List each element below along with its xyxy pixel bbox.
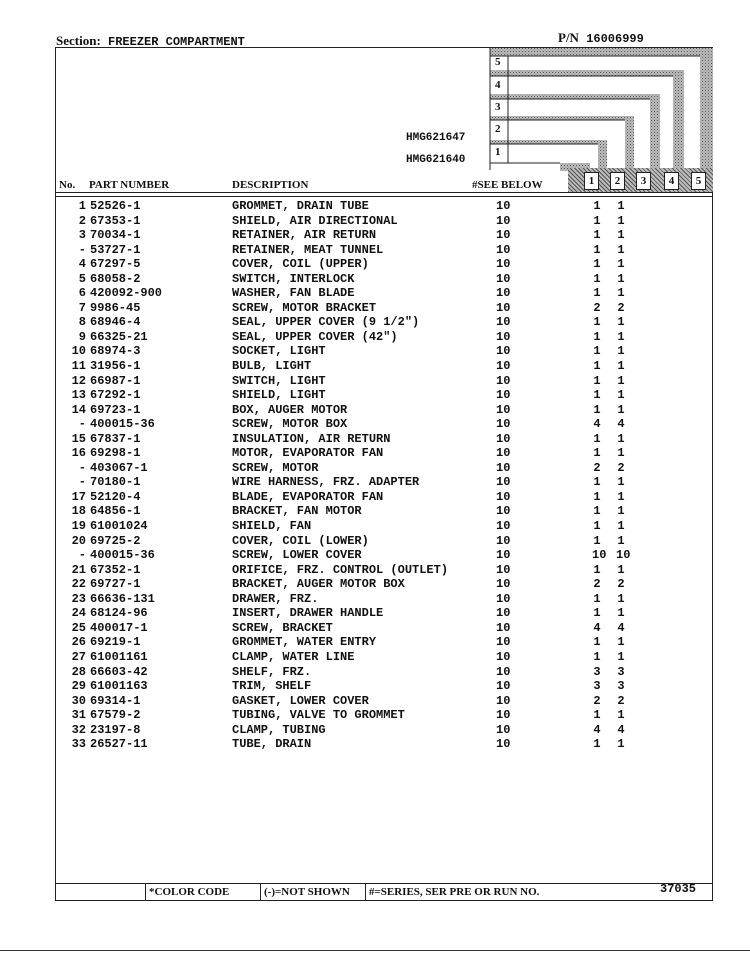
part-description: SWITCH, INTERLOCK	[232, 271, 355, 286]
part-number: 70034-1	[90, 228, 141, 243]
table-row	[56, 592, 696, 607]
quantity-column-1: 2	[593, 693, 601, 708]
series-number: 10	[496, 286, 511, 301]
quantity-column-1: 1	[593, 635, 601, 650]
table-row	[56, 534, 696, 549]
row-number: 2	[78, 213, 86, 228]
table-row	[56, 403, 696, 418]
quantity-column-1: 1	[593, 475, 601, 490]
series-number: 10	[496, 606, 511, 621]
quantity-column-1: 1	[593, 228, 601, 243]
series-number: 10	[496, 402, 511, 417]
table-row	[56, 214, 696, 229]
row-number: 12	[71, 373, 86, 388]
table-row	[56, 446, 696, 461]
table-row	[56, 272, 696, 287]
series-number: 10	[496, 460, 511, 475]
part-number: 67353-1	[90, 213, 141, 228]
part-description: TRIM, SHELF	[232, 679, 312, 694]
series-number: 10	[496, 242, 511, 257]
quantity-column-2: 1	[617, 606, 625, 621]
series-number: 10	[496, 693, 511, 708]
row-number: 19	[71, 519, 86, 534]
part-description: BOX, AUGER MOTOR	[232, 402, 348, 417]
series-number: 10	[496, 388, 511, 403]
series-number: 10	[496, 548, 511, 563]
table-row	[56, 504, 696, 519]
table-row	[56, 228, 696, 243]
series-number: 10	[496, 446, 511, 461]
quantity-column-2: 2	[617, 300, 625, 315]
series-number: 10	[496, 664, 511, 679]
part-description: SHELF, FRZ.	[232, 664, 312, 679]
quantity-column-2: 1	[617, 737, 625, 752]
part-number: 69723-1	[90, 402, 141, 417]
table-row	[56, 694, 696, 709]
table-row	[56, 374, 696, 389]
row-number: -	[78, 460, 86, 475]
table-row	[56, 432, 696, 447]
row-number: 9	[78, 329, 86, 344]
quantity-column-2: 1	[617, 475, 625, 490]
part-number: 9986-45	[90, 300, 141, 315]
quantity-column-1: 4	[593, 417, 601, 432]
quantity-column-2: 10	[616, 548, 631, 563]
quantity-column-1: 3	[593, 679, 601, 694]
table-row	[56, 301, 696, 316]
qty-column-3: 3	[636, 172, 651, 190]
quantity-column-2: 1	[617, 562, 625, 577]
table-row	[56, 315, 696, 330]
part-number: 69314-1	[90, 693, 141, 708]
series-number: 10	[496, 213, 511, 228]
quantity-column-1: 1	[593, 737, 601, 752]
footer-color-code: *COLOR CODE	[145, 884, 259, 900]
part-description: COVER, COIL (UPPER)	[232, 257, 369, 272]
table-row	[56, 650, 696, 665]
table-row	[56, 330, 696, 345]
pn-value: 16006999	[586, 32, 644, 46]
page-bottom-rule	[0, 950, 750, 951]
quantity-column-2: 1	[617, 519, 625, 534]
row-number: 20	[71, 533, 86, 548]
series-number: 10	[496, 620, 511, 635]
row-number: 24	[71, 606, 86, 621]
row-number: 7	[78, 300, 86, 315]
row-number: 15	[71, 431, 86, 446]
part-number: 67579-2	[90, 708, 141, 723]
part-description: SOCKET, LIGHT	[232, 344, 326, 359]
part-description: SHIELD, FAN	[232, 519, 312, 534]
quantity-column-1: 2	[593, 577, 601, 592]
part-description: INSERT, DRAWER HANDLE	[232, 606, 384, 621]
series-number: 10	[496, 373, 511, 388]
part-number: 400015-36	[90, 548, 155, 563]
quantity-column-1: 1	[593, 359, 601, 374]
part-number: 52120-4	[90, 489, 141, 504]
series-number: 10	[496, 591, 511, 606]
row-number: 13	[71, 388, 86, 403]
row-number: 3	[78, 228, 86, 243]
qty-column-5: 5	[691, 172, 706, 190]
part-description: RETAINER, AIR RETURN	[232, 228, 377, 243]
table-row	[56, 199, 696, 214]
quantity-column-2: 1	[617, 373, 625, 388]
table-row	[56, 606, 696, 621]
table-row	[56, 344, 696, 359]
table-row	[56, 635, 696, 650]
series-number: 10	[496, 708, 511, 723]
series-number: 10	[496, 257, 511, 272]
quantity-column-1: 1	[593, 402, 601, 417]
part-number: 31956-1	[90, 359, 141, 374]
row-number: 25	[71, 620, 86, 635]
series-number: 10	[496, 679, 511, 694]
quantity-column-2: 1	[617, 329, 625, 344]
part-description: WIRE HARNESS, FRZ. ADAPTER	[232, 475, 420, 490]
level-number-1: 1	[495, 146, 501, 158]
series-number: 10	[496, 649, 511, 664]
part-description: BRACKET, AUGER MOTOR BOX	[232, 577, 405, 592]
row-number: 23	[71, 591, 86, 606]
row-number: 18	[71, 504, 86, 519]
quantity-column-2: 1	[617, 431, 625, 446]
series-number: 10	[496, 199, 511, 213]
quantity-column-1: 1	[593, 199, 601, 213]
quantity-column-1: 1	[593, 562, 601, 577]
row-number: 26	[71, 635, 86, 650]
part-number: 53727-1	[90, 242, 141, 257]
part-number: 66636-131	[90, 591, 155, 606]
quantity-column-1: 1	[593, 533, 601, 548]
quantity-column-1: 1	[593, 373, 601, 388]
part-number: 69727-1	[90, 577, 141, 592]
part-number: 69298-1	[90, 446, 141, 461]
part-number: 52526-1	[90, 199, 141, 213]
quantity-column-2: 1	[617, 199, 625, 213]
table-row	[56, 679, 696, 694]
series-number: 10	[496, 359, 511, 374]
quantity-column-2: 1	[617, 315, 625, 330]
document-number: 37035	[660, 882, 697, 896]
series-number: 10	[496, 489, 511, 504]
table-row	[56, 359, 696, 374]
quantity-column-1: 1	[593, 242, 601, 257]
quantity-column-1: 1	[593, 431, 601, 446]
table-row	[56, 388, 696, 403]
row-number: 1	[78, 199, 86, 213]
part-description: CLAMP, WATER LINE	[232, 649, 355, 664]
model-number-2: HMG621640	[406, 154, 466, 166]
row-number: 8	[78, 315, 86, 330]
row-number: 22	[71, 577, 86, 592]
row-number: 6	[78, 286, 86, 301]
part-number: 66325-21	[90, 329, 148, 344]
row-number: 16	[71, 446, 86, 461]
part-number: 70180-1	[90, 475, 141, 490]
part-number: 69219-1	[90, 635, 141, 650]
row-number: 29	[71, 679, 86, 694]
quantity-column-2: 1	[617, 344, 625, 359]
quantity-column-2: 4	[617, 722, 625, 737]
quantity-column-1: 1	[593, 213, 601, 228]
quantity-column-1: 1	[593, 315, 601, 330]
series-number: 10	[496, 504, 511, 519]
column-header-no: No.	[59, 179, 76, 191]
part-description: SCREW, BRACKET	[232, 620, 333, 635]
part-description: GASKET, LOWER COVER	[232, 693, 369, 708]
series-number: 10	[496, 344, 511, 359]
section-label: Section:	[56, 33, 101, 48]
quantity-column-2: 1	[617, 402, 625, 417]
quantity-column-1: 1	[593, 489, 601, 504]
part-number: 61001163	[90, 679, 148, 694]
quantity-column-2: 3	[617, 664, 625, 679]
column-header-description: DESCRIPTION	[232, 179, 309, 191]
table-row	[56, 519, 696, 534]
quantity-column-1: 1	[593, 286, 601, 301]
part-number: 64856-1	[90, 504, 141, 519]
series-number: 10	[496, 228, 511, 243]
quantity-column-2: 1	[617, 242, 625, 257]
table-row	[56, 461, 696, 476]
column-header-see-below: #SEE BELOW	[472, 179, 543, 191]
quantity-column-1: 3	[593, 664, 601, 679]
series-number: 10	[496, 431, 511, 446]
part-number: 69725-2	[90, 533, 141, 548]
row-number: 28	[71, 664, 86, 679]
quantity-column-2: 1	[617, 257, 625, 272]
part-description: SHIELD, LIGHT	[232, 388, 326, 403]
table-row	[56, 665, 696, 680]
quantity-column-1: 1	[593, 271, 601, 286]
part-number: 68124-96	[90, 606, 148, 621]
part-description: DRAWER, FRZ.	[232, 591, 319, 606]
series-number: 10	[496, 315, 511, 330]
part-description: TUBING, VALVE TO GROMMET	[232, 708, 405, 723]
part-number: 66987-1	[90, 373, 141, 388]
part-number: 68058-2	[90, 271, 141, 286]
footer-series: #=SERIES, SER PRE OR RUN NO.	[365, 884, 569, 900]
row-number: -	[78, 242, 86, 257]
series-number: 10	[496, 475, 511, 490]
table-row	[56, 577, 696, 592]
table-row	[56, 286, 696, 301]
part-number: 61001024	[90, 519, 148, 534]
model-number-1: HMG621647	[406, 132, 466, 144]
part-number: 400017-1	[90, 620, 148, 635]
quantity-column-2: 2	[617, 693, 625, 708]
part-number: 68946-4	[90, 315, 141, 330]
row-number: -	[78, 417, 86, 432]
row-number: 14	[71, 402, 86, 417]
quantity-column-2: 2	[617, 577, 625, 592]
series-number: 10	[496, 271, 511, 286]
quantity-column-1: 1	[593, 649, 601, 664]
row-number: 33	[71, 737, 86, 752]
quantity-column-2: 1	[617, 446, 625, 461]
row-number: 5	[78, 271, 86, 286]
quantity-column-1: 1	[593, 446, 601, 461]
series-number: 10	[496, 519, 511, 534]
quantity-column-2: 1	[617, 286, 625, 301]
quantity-column-1: 1	[593, 606, 601, 621]
part-number: 23197-8	[90, 722, 141, 737]
pn-label: P/N	[558, 30, 579, 45]
series-number: 10	[496, 577, 511, 592]
part-number: 67297-5	[90, 257, 141, 272]
quantity-column-1: 4	[593, 722, 601, 737]
quantity-column-1: 2	[593, 300, 601, 315]
part-description: CLAMP, TUBING	[232, 722, 326, 737]
row-number: 30	[71, 693, 86, 708]
part-description: RETAINER, MEAT TUNNEL	[232, 242, 384, 257]
table-row	[56, 548, 696, 563]
series-number: 10	[496, 722, 511, 737]
series-number: 10	[496, 417, 511, 432]
quantity-column-2: 1	[617, 489, 625, 504]
quantity-column-2: 4	[617, 620, 625, 635]
part-description: MOTOR, EVAPORATOR FAN	[232, 446, 384, 461]
series-number: 10	[496, 635, 511, 650]
series-number: 10	[496, 329, 511, 344]
quantity-column-1: 1	[593, 257, 601, 272]
part-number: 66603-42	[90, 664, 148, 679]
part-number: 400015-36	[90, 417, 155, 432]
table-row	[56, 723, 696, 738]
table-row	[56, 417, 696, 432]
part-number: 26527-11	[90, 737, 148, 752]
row-number: 4	[78, 257, 86, 272]
column-header-part-number: PART NUMBER	[89, 179, 170, 191]
part-number: 67352-1	[90, 562, 141, 577]
header-divider	[55, 192, 713, 193]
qty-column-1: 1	[584, 172, 599, 190]
part-number: 67292-1	[90, 388, 141, 403]
quantity-column-2: 1	[617, 388, 625, 403]
part-description: SEAL, UPPER COVER (42")	[232, 329, 398, 344]
quantity-column-1: 1	[593, 388, 601, 403]
quantity-column-2: 1	[617, 708, 625, 723]
quantity-column-1: 2	[593, 460, 601, 475]
part-description: INSULATION, AIR RETURN	[232, 431, 391, 446]
row-number: 21	[71, 562, 86, 577]
row-number: 11	[71, 359, 86, 374]
footer-not-shown: (-)=NOT SHOWN	[260, 884, 364, 900]
table-row	[56, 490, 696, 505]
series-number: 10	[496, 533, 511, 548]
part-description: SCREW, LOWER COVER	[232, 548, 362, 563]
section-value: FREEZER COMPARTMENT	[108, 35, 245, 49]
quantity-column-2: 1	[617, 504, 625, 519]
quantity-column-2: 4	[617, 417, 625, 432]
qty-column-4: 4	[664, 172, 679, 190]
series-number: 10	[496, 562, 511, 577]
part-description: GROMMET, WATER ENTRY	[232, 635, 377, 650]
part-description: BRACKET, FAN MOTOR	[232, 504, 362, 519]
quantity-column-1: 4	[593, 620, 601, 635]
quantity-column-1: 1	[593, 708, 601, 723]
quantity-column-1: 1	[593, 519, 601, 534]
part-description: BLADE, EVAPORATOR FAN	[232, 489, 384, 504]
part-number: 61001161	[90, 649, 148, 664]
quantity-column-1: 1	[593, 344, 601, 359]
series-number: 10	[496, 737, 511, 752]
row-number: 31	[71, 708, 86, 723]
part-description: COVER, COIL (LOWER)	[232, 533, 369, 548]
part-description: SCREW, MOTOR BOX	[232, 417, 348, 432]
level-number-5: 5	[495, 56, 501, 68]
part-description: SCREW, MOTOR BRACKET	[232, 300, 377, 315]
table-row	[56, 475, 696, 490]
quantity-column-1: 1	[593, 591, 601, 606]
part-description: WASHER, FAN BLADE	[232, 286, 355, 301]
part-description: SCREW, MOTOR	[232, 460, 319, 475]
row-number: 32	[71, 722, 86, 737]
quantity-column-2: 1	[617, 271, 625, 286]
row-number: 17	[71, 489, 86, 504]
table-row	[56, 243, 696, 258]
level-number-4: 4	[495, 79, 501, 91]
part-description: SEAL, UPPER COVER (9 1/2")	[232, 315, 420, 330]
part-description: TUBE, DRAIN	[232, 737, 312, 752]
part-number: 403067-1	[90, 460, 148, 475]
series-number: 10	[496, 300, 511, 315]
part-description: SHIELD, AIR DIRECTIONAL	[232, 213, 398, 228]
qty-column-header	[568, 168, 713, 192]
footer-legend	[55, 884, 713, 901]
header-divider	[55, 196, 713, 197]
part-number: 420092-900	[90, 286, 163, 301]
level-number-3: 3	[495, 101, 501, 113]
table-row	[56, 621, 696, 636]
row-number: -	[78, 548, 86, 563]
quantity-column-1: 1	[593, 504, 601, 519]
level-number-2: 2	[495, 123, 501, 135]
quantity-column-2: 1	[617, 649, 625, 664]
quantity-column-2: 3	[617, 679, 625, 694]
table-row	[56, 737, 696, 752]
part-description: BULB, LIGHT	[232, 359, 312, 374]
quantity-column-2: 1	[617, 228, 625, 243]
quantity-column-2: 1	[617, 591, 625, 606]
row-number: 27	[71, 649, 86, 664]
qty-column-2: 2	[610, 172, 625, 190]
quantity-column-2: 2	[617, 460, 625, 475]
part-description: ORIFICE, FRZ. CONTROL (OUTLET)	[232, 562, 449, 577]
quantity-column-2: 1	[617, 213, 625, 228]
row-number: -	[78, 475, 86, 490]
table-row	[56, 708, 696, 723]
table-row	[56, 563, 696, 578]
table-row	[56, 257, 696, 272]
row-number: 10	[71, 344, 86, 359]
quantity-column-1: 10	[592, 548, 607, 563]
quantity-column-2: 1	[617, 635, 625, 650]
part-number: 67837-1	[90, 431, 141, 446]
part-description: GROMMET, DRAIN TUBE	[232, 199, 369, 213]
quantity-column-2: 1	[617, 359, 625, 374]
part-number: 68974-3	[90, 344, 141, 359]
parts-table	[56, 199, 696, 752]
part-description: SWITCH, LIGHT	[232, 373, 326, 388]
quantity-column-2: 1	[617, 533, 625, 548]
quantity-column-1: 1	[593, 329, 601, 344]
